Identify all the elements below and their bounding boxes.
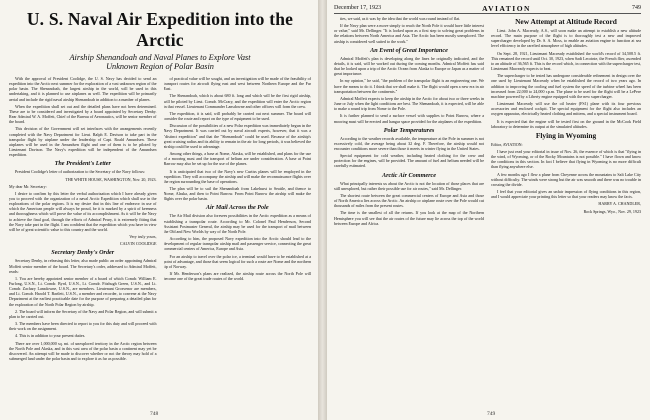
paragraph: In my opinion," he said, "the problem of the transpolar flight is an engineering one. We have the means to do it. I think that we shall make it. The flight would open a new era in air transportation between the continents." [334,78,484,94]
paragraph: According to him, the proposed Navy expedition into the Arctic should lead to the development of regular transpolar airship mail and passenger service, connecting the great commercial centers of America, Europe and Asia. [163,236,311,252]
paragraph: I desire to confirm by this letter the verbal authorization which I have already given you to proceed with the organization of a naval Arctic Expedition which shall use in the explorations of the polar regions. It is my desire that in this line of endeavor in use of which the American people will always be proud, be it is marked by a spirit of keenness and thoroughness which will prove the value of its accomplishment. As it will be the Navy to achieve the final goal, through the efforts of Admiral Peary, it is extremely fitting that the Navy take part in the flight. I am confident that the expedition which you have in view will be of great scientific value to this country and the world. [9,190,157,232]
section-heading-great-importance: An Event of Great Importance [370,46,448,54]
right-column-2 [491,16,641,406]
paragraph: 1. You are hereby appointed senior member of a board of which Comdr. William E. Furlong, U.S.N., Lt. Comdr. Byrd, U.S.N., Lt. Comdr. Fitzhugh Green, U.S.N., and Lt. Comdr. Zachary Lansdowne, U.S.N., are members. Lieutenant Grosvenor are members, and Lt. Comdr. Harold T. Bartlett, U.S.N., a member and recorder, to convene at the Navy Department at the earliest practicable date for the purpose of preparing a detailed plan for the exploration of the North Polar Region by airship. [9,275,157,307]
right-column-1 [334,16,484,406]
page-gutter [318,0,327,420]
letter-location: Rock Springs, Wyo., Nov. 29, 1923 [583,208,641,214]
letter-signature: HARRY A. CHANDLER, [598,201,641,207]
header-date: December 17, 1923 [334,5,382,11]
section-heading-arctic-commerce: Arctic Air Commerce [381,171,437,179]
letter-signature: CALVIN COOLIDGE [119,241,157,247]
paragraph: 4. This is in addition to your present duties. [15,333,86,339]
paragraph: For an airship to travel over the polar ice, a terminal would have to be established at a point of advantage, and those that seem logical for such a route are Nome and the northern tip of Norway. [163,253,311,269]
paragraph: Secretary Denby, in releasing this letter, also made public an order appointing Admiral Moffett senior member of the board. The Secretary's order, addressed to Admiral Moffett, reads: [9,258,157,274]
article-title: U. S. Naval Air Expedition into the Arctic [26,9,294,50]
paragraph: 3. The members have been directed to report to you for this duty and will proceed with their work on the assignment. [9,321,157,332]
section-heading-altitude-record: New Attempt at Altitude Record [515,17,617,26]
left-page [0,0,318,420]
paragraph: According to the weather records available, the temperature at the Pole in summer is not excessively cold, the average being about 32 deg. F. Therefore, the airship would not encounter conditions more severe than those it meets in winter flying in the United States. [334,135,484,151]
paragraph: Among other things, a base at Nome, Alaska, will be established, and plans for the use of a mooring mast and the transport of helium are under consideration. A base at Point Barrow may also be set up for the use of the planes. [163,151,311,167]
paragraph: Lieut. John A. Macready, A.S., will soon make an attempt to establish a new altitude record. The main purpose of the flight is to thoroughly test a new and improved supercharger developed by Dr. S. A. Moss, to enable an aviation engine to function at sea level efficiency in the rarefied atmosphere of high altitudes. [491,28,641,49]
paragraph: ties, we said, as it was by the idea that the world was round instead of flat. [340,16,461,21]
paragraph: With the approval of President Coolidge, the U. S. Navy has decided to send an expedition into the Arctic next summer for the exploration of a vast unknown region of the polar basin. The Shenandoah, the largest airship in the world, will be used in this undertaking, and it is planned to use airplanes as well. The expedition will be primarily aerial and include the rigid naval airship Shenandoah in addition to a number of planes. [9,76,157,102]
paragraph: If Mr. Henderson's plans are realized, the airship route across the North Pole will become one of the great trade routes of the world. [163,271,311,282]
paragraph: Special equipment for cold weather, including heated clothing for the crew and protection for the engines, will be provided. The amount of fuel and helium needed will be carefully estimated. [334,153,484,169]
paragraph: This decision of the Government will set interfaces with the arrangements recently completed with the Navy Department for Lieut. Ralph E. Davison to take part in the transpolar flight by airplane under the leadership of Capt. Roald Amundsen. These airplanes will be used in the Amundsen flight and one of them is to be piloted by Lieutenant Davison. The Navy's expedition will be independent of the Amundsen expedition. [9,126,157,158]
section-heading-flying-wyoming: Flying in Wyoming [535,130,597,140]
paragraph: The plan will be to sail the Shenandoah from Lakehurst to Seattle, and thence to Nome, Alaska, and then to Point Barrow. From Point Barrow the airship will make the flights over the polar basin. [163,185,311,202]
right-columns [334,16,641,406]
paragraph: The Shenandoah, which is about 680 ft. long and which will be the first rigid airship, will be piloted by Lieut. Comdr. McCrary, and the expedition will enter the Arctic region in that vessel. Lieutenant Commander Lansdowne and other officers will form the crew. [163,93,311,109]
section-heading-polar-temperatures: Polar Temperatures [383,126,435,134]
paragraph: A few months ago I flew a plane from Cheyenne across the mountains to Salt Lake City without difficulty. The winds were strong but the air was smooth and there was no trouble in crossing the divide. [491,171,641,187]
right-page [327,0,650,420]
article-subtitle-line2: Unknown Region of Polar Basin [106,62,214,71]
paragraph: President Coolidge's letter of authorization to the Secretary of the Navy follows: [15,169,146,175]
paragraph: The expedition, it is said, will probably be carried out next summer. The board will consider the route and report on the type of equipment to be used. [163,110,311,122]
letter-salutation: My dear Mr. Secretary: [9,183,47,189]
letter-salutation: Editor, AVIATION: [491,141,523,147]
letter-dateline: THE WHITE HOUSE, WASHINGTON, Nov. 20, 1923. [65,176,157,182]
paragraph: The supercharger to be tested has undergone considerable refinement in design over the one used by Lieutenant Macready when he established the record of two years ago. In addition to improving the cooling and fuel system the speed of the turbine wheel has been increased from 22,000 to 24,000 r.p.m. The plane to be used for the flight will be a LePere machine powered by a Liberty engine equipped with the new supercharger. [491,73,641,99]
letter-closing: Very truly yours, [129,234,157,240]
paragraph: It is expected that the engine will be tested first on the ground in the McCook Field laboratory to determine its output at the simulated altitudes. [491,118,641,129]
paragraph: I feel that your editorial gives an unfair impression of flying conditions in this region, and I would appreciate your printing this letter so that your readers may know the facts. [491,189,641,200]
left-column-2 [164,76,312,406]
page-number-left: 748 [150,411,159,417]
paragraph: Discussion of the possibilities of a new Polar expedition was immediately begun in the Navy Department. It was carried out by naval aircraft experts, however, that it was a "distinct expedition" and that the "Shenandoah" could be used. Because of the airship's great cruising radius and its ability to remain in the air for long periods, it was believed the airship could be used to advantage. [163,123,311,149]
paragraph: If the Navy plan were a move simply to reach the North Pole it would have little interest or value," said Mr. Dellinger. "It is looked upon as a first step to solving great problems in the relations between North America and Asia. The Arctic has been mostly unexplored. The airship is considered well suited to the work." [334,23,484,44]
left-columns [9,76,311,406]
paragraph: On Sept. 28, 1921, Lieutenant Macready established the world's record of 34,508.5 ft. This remained the record until Oct. 30, 1923, when Sadi Lecointe, the French flier, ascended to an altitude of 36,565 ft. This is the record which, in connection with the supercharger test, Lieutenant Macready expects to beat. [491,50,641,72]
article-subtitle: Airship Shenandoah and Naval Planes to Explore Vast [69,53,251,62]
paragraph: Lieutenant Macready will use the oil heater (FS1) plane with its four previous accessories and enclosed cockpit. The special equipment for the flight also includes an oxygen apparatus, electrically heated clothing and mittens, and a special instrument board. [491,101,641,117]
left-column-1 [9,76,157,406]
section-heading-presidents-letter: The President's Letter [54,160,111,168]
page-number-right: 749 [487,411,496,417]
paragraph: of practical value will be sought, and an investigation will be made of the feasibility of transport routes for aircraft flying east and west between Northern Europe and the Far East. [163,76,311,92]
section-heading-air-mail: Air Mail Across the Pole [205,204,269,212]
section-heading-secretary-order: Secretary Denby's Order [51,249,115,257]
paragraph: There are over 1,000,000 sq. mi. of unexplored territory in the Arctic region between the North Pole and Alaska, and in this vast area of the polar basin a continent may yet be discovered. An attempt will be made to discover whether or not the theory may hold of a submerged land under the polar basin and to explore it as far as possible. [9,340,157,362]
paragraph: 2. The board will inform the Secretary of the Navy and Polar Region, and will submit a plan to be carried out. [9,308,157,319]
paragraph: The Air Mail division also foresees possibilities in the Arctic expedition as a means of establishing a transpolar route. According to Mr. Colonel Paul Henderson, Second Assistant Postmaster General, the airship may be used for the transport of mail between the Old and New Worlds by way of the North Pole. [163,213,311,234]
paragraph: The time is the smallest of all the returns. If you look at the map of the Northern Hemisphere you will see that the air routes of the future may lie across the top of the world between Europe and Africa. [334,210,484,226]
paragraph: I have just read your editorial in issue of Nov. 26, the essence of which is that "flying in the wind, of Wyoming, or of the Rocky Mountains is not possible." I have flown and know the conditions in this section. In fact I believe that flying in Wyoming is no more difficult than flying anywhere else. [491,148,641,170]
header-page-number: 749 [631,5,641,11]
header-magazine-name: AVIATION [482,3,531,13]
paragraph: What principally interests us about the Arctic is not the location of those places that are still unexplored, but rather their possible use for air routes," said Mr. Dellinger. [334,180,484,191]
paragraph: Admiral Moffett's plan is developing along the lines he originally indicated, and the details, it is said, will be worked out during the coming months. Admiral Moffett has said that he looked upon a trip of the Arctic Ocean from Alaska to Europe or Japan as a matter of great importance. [334,55,484,77]
running-header [334,3,641,14]
paragraph: When the expedition shall set out and the detailed plans have not been determined. These are to be considered and investigated by a board appointed by Secretary Denby. Rear Admiral W. A. Moffett, Chief of the Bureau of Aeronautics, will be senior member of the board. [9,103,157,125]
paragraph: Admiral Moffett expects to keep the airship in the Arctic for about two or three weeks in June or July when the light conditions are best. The Shenandoah, it is expected, will be able to make a round trip from Nome to the Pole. [334,95,484,112]
paragraph: The shortest route between the great commercial centers of Europe and Asia and those of North America lies across the Arctic. An airship or airplane route over the Pole would cut thousands of miles from the present routes. [334,192,484,209]
paragraph: It is anticipated that two of the Navy's new Curtiss planes will be employed in the expedition. They will accompany the airship and will make the reconnaissance flights over the region surrounding the base of operations. [163,168,311,184]
paragraph: It is further planned to send a surface vessel with supplies to Point Barrow, where a mooring mast will be erected and hangar space provided for the airplanes of the expedition. [334,113,484,124]
